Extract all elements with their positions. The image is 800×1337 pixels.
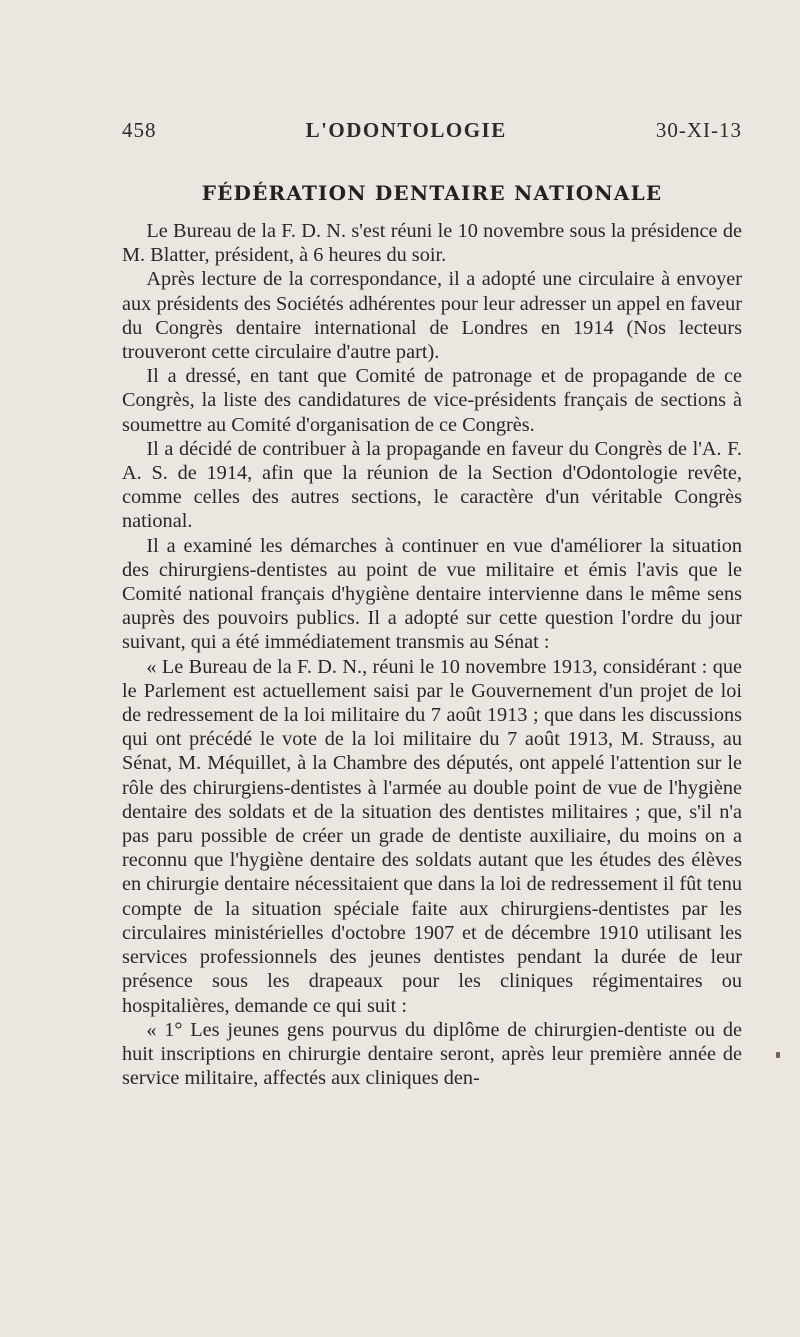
paragraph: Il a décidé de contribuer à la propagande en faveur du Congrès de l'A. F. A. S. de 1914, afin que la réunion de la Section d'Odontologie revête, comme celles des autres sections, le caractère d'un véritable Congrès national. <box>122 437 742 533</box>
paragraph: « Le Bureau de la F. D. N., réuni le 10 novembre 1913, considérant : que le Parlement est actuellement saisi par le Gouvernement d'un projet de loi de redressement de la loi militaire du 7 août 1913 ; que dans les discussions qui ont précédé le vote de la loi militaire du 7 août 1913, M. Strauss, au Sénat, M. Méquillet, à la Chambre des députés, ont appelé l'attention sur le rôle des chirurgiens-dentistes à l'armée au double point de vue de l'hygiène dentaire des soldats et de la situation des dentistes militaires ; que, s'il n'a pas paru possible de créer un grade de dentiste auxiliaire, du moins on a reconnu que l'hygiène dentaire des soldats autant que les études des élèves en chirurgie dentaire nécessitaient que dans la loi de redressement il fût tenu compte de la situation spéciale faite aux chirurgiens-dentistes par les circulaires ministérielles d'octobre 1907 et de décembre 1910 utilisant les services professionnels des jeunes dentistes pendant la durée de leur présence sous les drapeaux pour les cliniques régimentaires ou hospitalières, demande ce qui suit : <box>122 655 742 1017</box>
journal-title: L'ODONTOLOGIE <box>305 118 507 142</box>
paragraph: « 1° Les jeunes gens pourvus du diplôme de chirurgien-dentiste ou de huit inscriptions en chirurgie dentaire seront, après leur première année de service militaire, affectés aux cliniques den- <box>122 1018 742 1090</box>
article-title: FÉDÉRATION DENTAIRE NATIONALE <box>201 181 663 205</box>
margin-ink-mark <box>776 1052 780 1058</box>
paragraph: Il a dressé, en tant que Comité de patronage et de propagande de ce Congrès, la liste des candidatures de vice-présidents français de sections à soumettre au Comité d'organisation de ce Congrès. <box>122 365 742 436</box>
paragraph: Il a examiné les démarches à continuer en vue d'améliorer la situation des chirurgiens-dentistes au point de vue militaire et émis l'avis que le Comité national français d'hygiène dentaire intervienne dans le même sens auprès des pouvoirs publics. Il a adopté sur cette question l'ordre du jour suivant, qui a été immédiatement transmis au Sénat : <box>122 534 742 654</box>
paragraph: Le Bureau de la F. D. N. s'est réuni le 10 novembre sous la présidence de M. Blatter, président, à 6 heures du soir. <box>122 220 742 267</box>
article-body <box>122 219 742 1090</box>
running-head <box>122 118 742 143</box>
paragraph: Après lecture de la correspondance, il a adopté une circulaire à envoyer aux présidents des Sociétés adhérentes pour leur adresser un appel en faveur du Congrès dentaire international de Londres en 1914 (Nos lecteurs trouveront cette circulaire d'autre part). <box>122 268 742 364</box>
book-page <box>122 118 742 1090</box>
page-number: 458 <box>122 118 157 142</box>
issue-date: 30-XI-13 <box>655 118 742 142</box>
